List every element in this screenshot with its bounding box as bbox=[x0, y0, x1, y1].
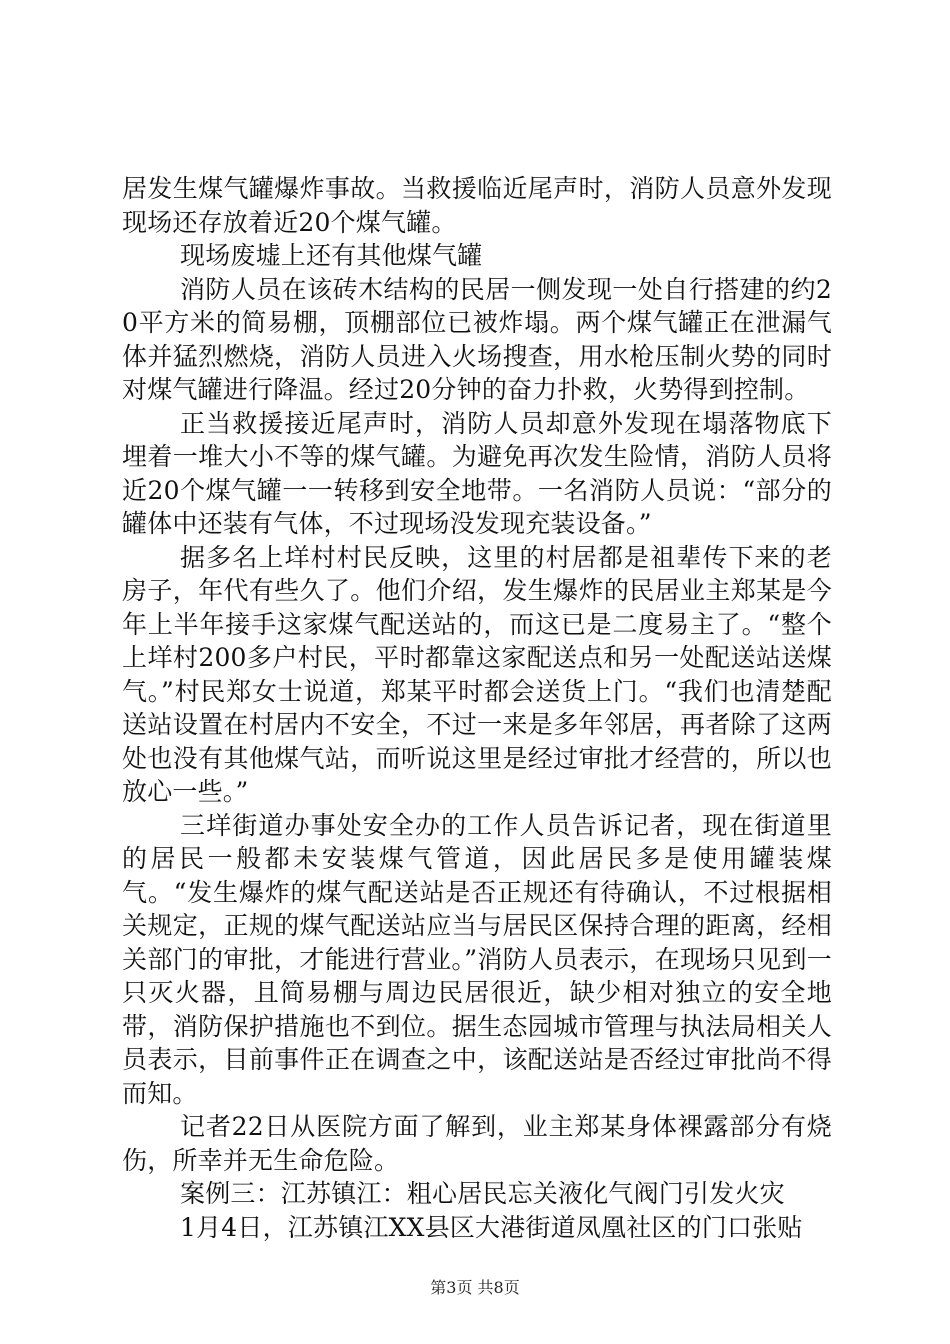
paragraph: 三垟街道办事处安全办的工作人员告诉记者，现在街道里的居民一般都未安装煤气管道，因此居民多是使用罐装煤气。“发生爆炸的煤气配送站是否正规还有待确认，不过根据相关规定，正规的煤气配送站应当与居民区保持合理的距离，经相关部门的审批，才能进行营业。”消防人员表示，在现场只见到一只灭火器，且简易棚与周边民居很近，缺少相对独立的安全地带，消防保护措施也不到位。据生态园城市管理与执法局相关人员表示，目前事件正在调查之中，该配送站是否经过审批尚不得而知。 bbox=[122, 810, 832, 1108]
paragraph: 记者22日从医院方面了解到，业主郑某身体裸露部分有烧伤，所幸并无生命危险。 bbox=[122, 1112, 832, 1175]
document-body bbox=[122, 172, 832, 1244]
paragraph: 1月4日，江苏镇江XX县区大港街道凤凰社区的门口张贴 bbox=[180, 1212, 803, 1242]
paragraph: 正当救援接近尾声时，消防人员却意外发现在塌落物底下埋着一堆大小不等的煤气罐。为避免再次发生险情，消防人员将近20个煤气罐一一转移到安全地带。一名消防人员说：“部分的罐体中还装有气体，不过现场没发现充装设备。” bbox=[122, 408, 832, 538]
paragraph: 居发生煤气罐爆炸事故。当救援临近尾声时，消防人员意外发现现场还存放着近20个煤气罐。 bbox=[122, 174, 832, 237]
paragraph: 消防人员在该砖木结构的民居一侧发现一处自行搭建的约20平方米的简易棚，顶棚部位已被炸塌。两个煤气罐正在泄漏气体并猛烈燃烧，消防人员进入火场搜查，用水枪压制火势的同时对煤气罐进行降温。经过20分钟的奋力扑救，火势得到控制。 bbox=[122, 274, 832, 404]
page-footer: 第3页 共8页 bbox=[430, 1278, 520, 1297]
section-heading: 现场废墟上还有其他煤气罐 bbox=[180, 241, 483, 270]
section-heading: 案例三：江苏镇江：粗心居民忘关液化气阀门引发火灾 bbox=[180, 1179, 785, 1208]
paragraph: 据多名上垟村村民反映，这里的村居都是祖辈传下来的老房子，年代有些久了。他们介绍，发生爆炸的民居业主郑某是今年上半年接手这家煤气配送站的，而这已是二度易主了。“整个上垟村200多户村民，平时都靠这家配送点和另一处配送站送煤气。”村民郑女士说道，郑某平时都会送货上门。“我们也清楚配送站设置在村居内不安全，不过一来是多年邻居，再者除了这两处也没有其他煤气站，而听说这里是经过审批才经营的，所以也放心一些。” bbox=[122, 542, 832, 806]
